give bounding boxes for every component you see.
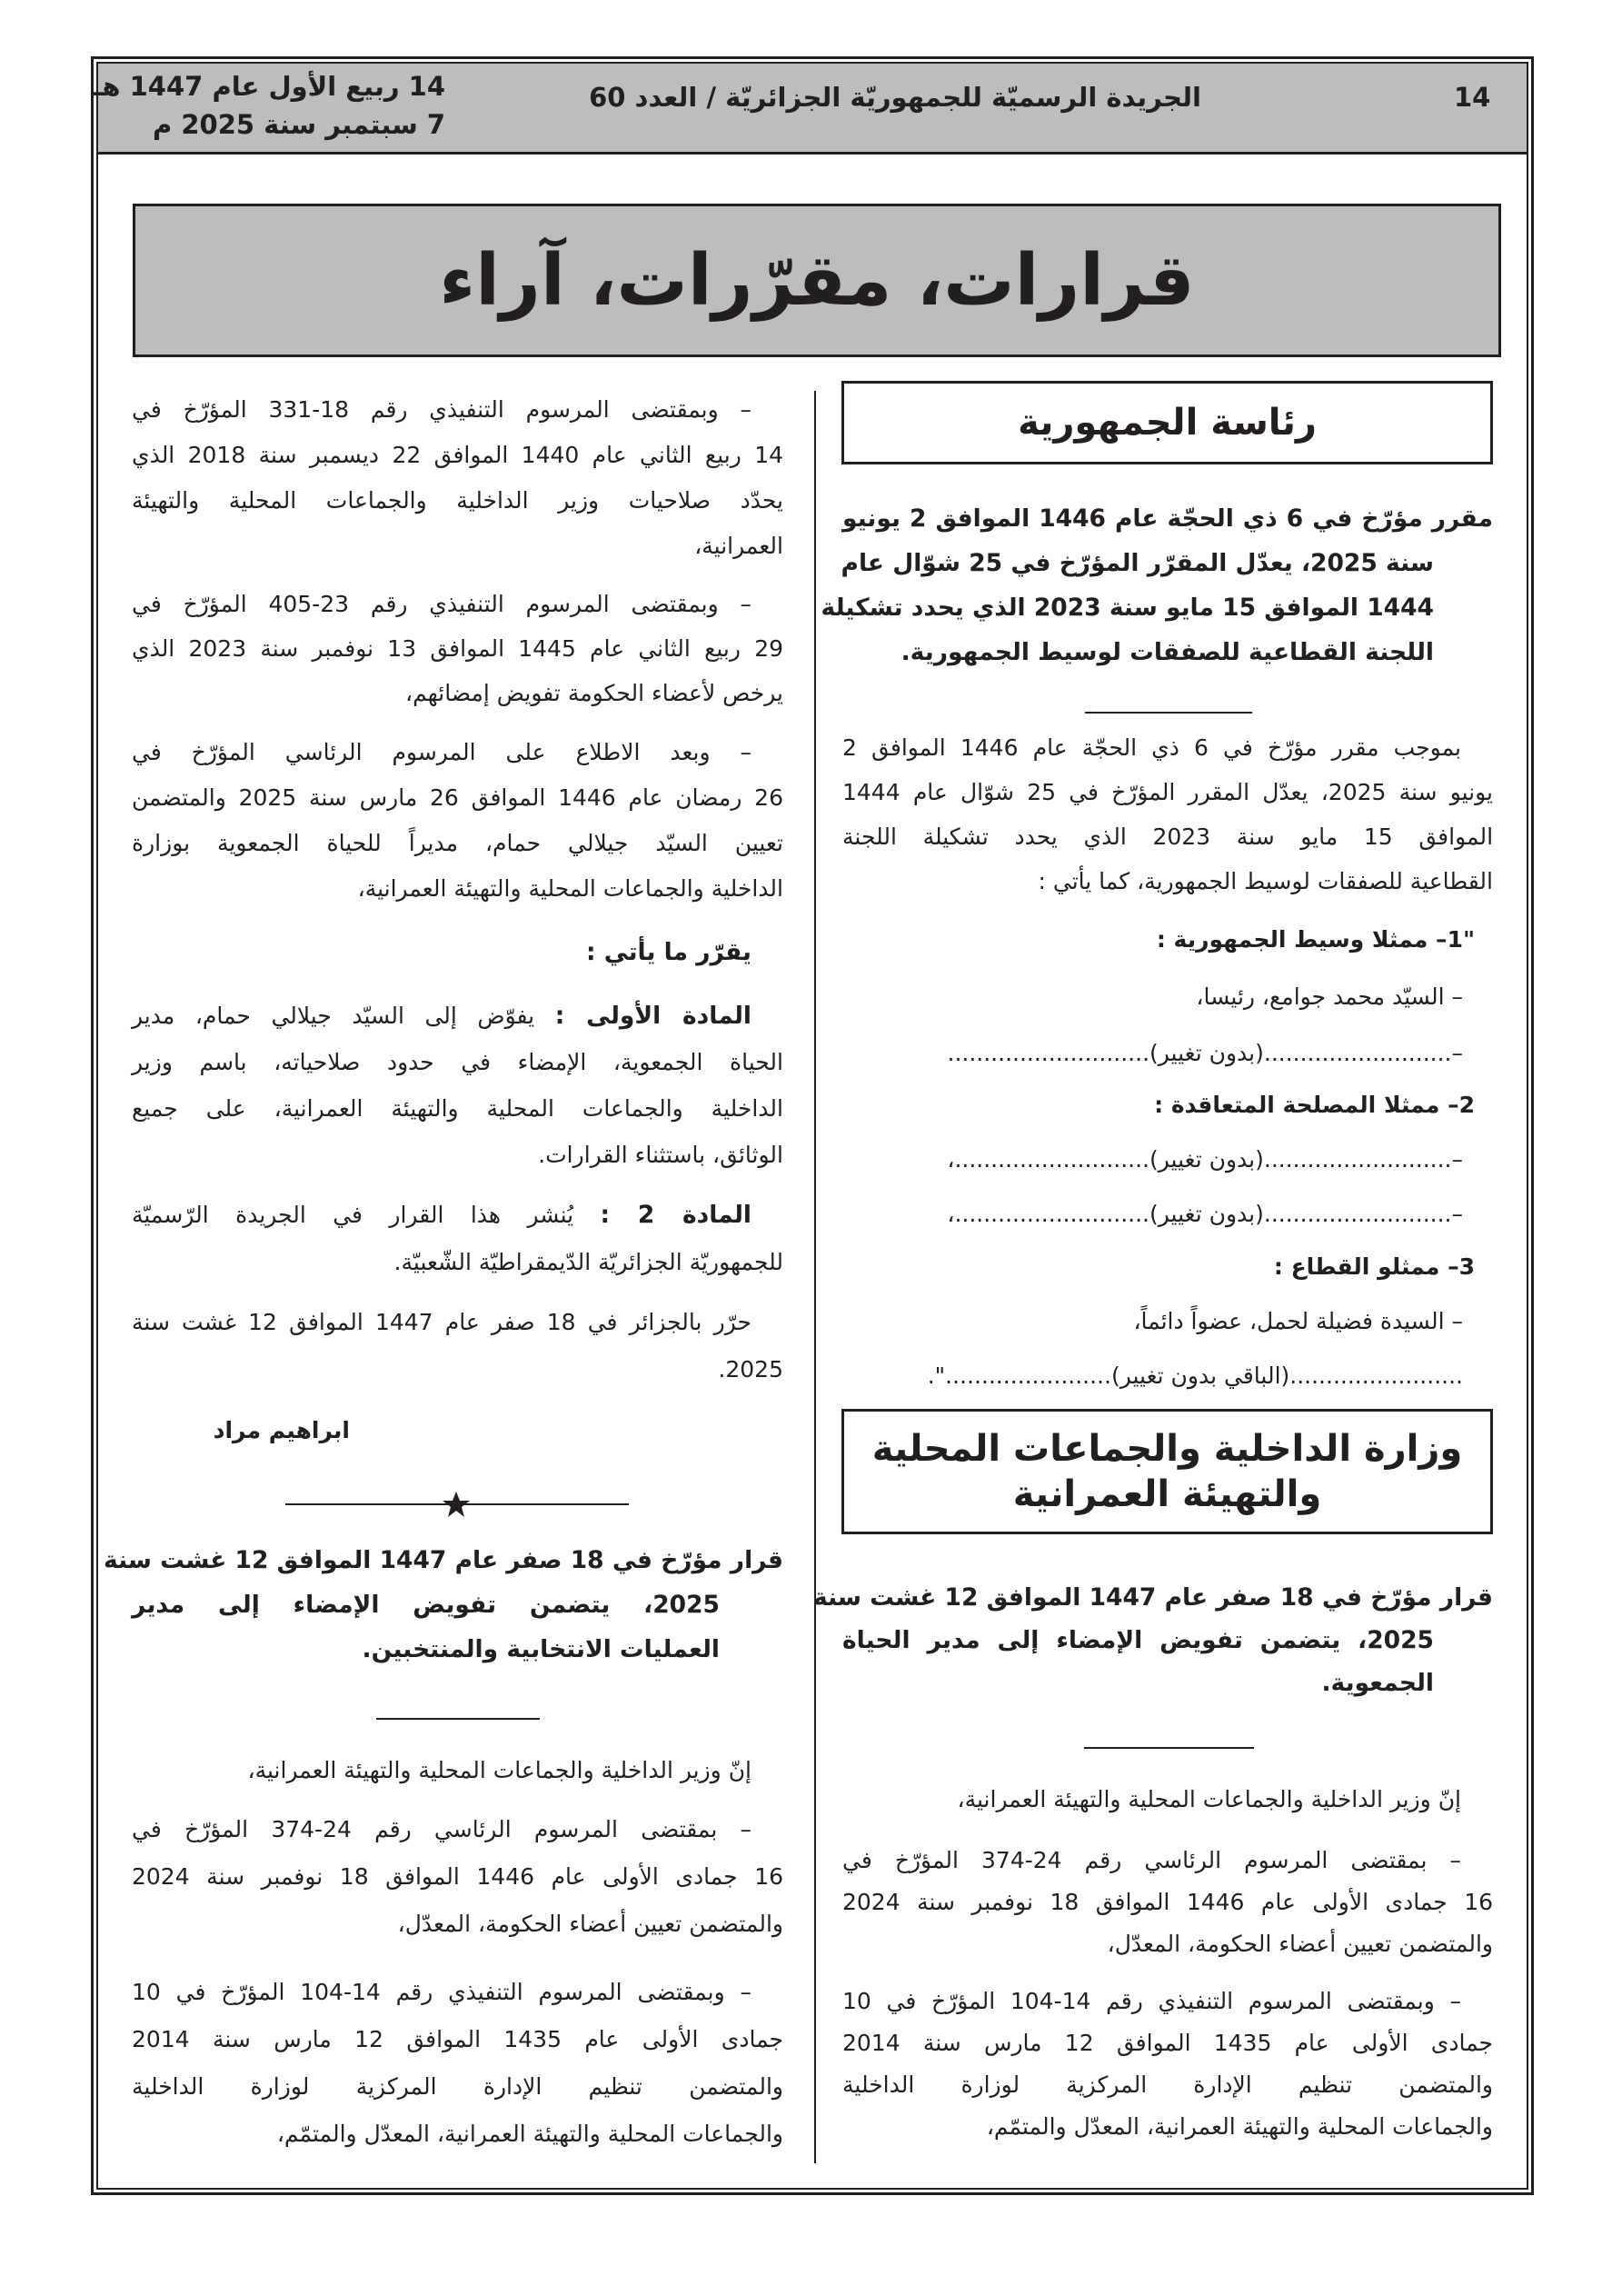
body-line: والمتضمن تنظيم الإدارة المركزية لوزارة الداخلية [842,2071,1493,2098]
publication-title: الجريدة الرسميّة للجمهوريّة الجزائريّة / العدد 60 [589,82,1201,113]
done-at [132,1299,783,1393]
ministry-box-presidency [841,381,1493,464]
page-number: 14 [1454,82,1491,113]
body-line: جمادى الأولى عام 1435 الموافق 12 مارس سنة 2014 [132,2026,783,2052]
body-line: للجمهوريّة الجزائريّة الدّيمقراطيّة الشّعبيّة. [393,1249,783,1275]
list-item: –..........................(بدون تغيير)...........................، [947,1146,1463,1173]
decides-heading [132,930,783,975]
body-line: والمتضمن تعيين أعضاء الحكومة، المعدّل، [1107,1931,1493,1957]
body-line: – وبمقتضى المرسوم التنفيذي رقم 18-331 المؤرّخ في [132,396,751,423]
article-text: يفوّض إلى السيّد جيلالي حمام، مدير [132,1003,535,1029]
separator-rule [376,1718,540,1720]
preamble [842,1777,1493,1822]
hijri-date: 14 ربيع الأول عام 1447 هـ [93,71,445,102]
article-2 [132,1192,783,1286]
preamble [132,1748,783,1793]
article-label: المادة 2 : [600,1201,751,1229]
list-item: – السيدة فضيلة لحمل، عضواً دائماً، [1133,1308,1463,1334]
section-title: قرارات، مقرّرات، آراء [439,239,1195,322]
ministry-heading-line: والتهيئة العمرانية [1012,1473,1322,1515]
heading-line: 2025، يتضمن تفويض الإمضاء إلى مدير الحياة [842,1626,1434,1654]
body-line: 2025. [718,1356,783,1383]
body-line: إنّ وزير الداخلية والجماعات المحلية والتهيئة العمرانية، [957,1786,1461,1812]
heading-line: مقرر مؤرّخ في 6 ذي الحجّة عام 1446 الموافق 2 يونيو [842,504,1493,533]
whereas-paragraph [132,730,783,912]
body-line: – بمقتضى المرسوم الرئاسي رقم 24-374 المؤرّخ في [132,1816,752,1842]
decision-body [842,725,1493,903]
body-line: – بمقتضى المرسوم الرئاسي رقم 24-374 المؤرّخ في [842,1847,1461,1873]
decides-text: يقرّر ما يأتي : [585,938,751,966]
column-divider [814,391,816,2163]
body-line: القطاعية للصفقات لوسيط الجمهورية، كما يأتي : [1038,868,1493,894]
ministry-box-interior [841,1409,1493,1534]
list-item: –..........................(بدون تغيير)............................ [947,1040,1463,1066]
article-text: يُنشر هذا القرار في الجريدة الرّسميّة [132,1202,574,1228]
body-line: العمرانية، [694,533,783,559]
body-line: يرخص لأعضاء الحكومة تفويض إمضائهم، [405,680,783,706]
body-line: والجماعات المحلية والتهيئة العمرانية، المعدّل والمتمّم، [276,2121,783,2147]
body-line: الداخلية والجماعات المحلية والتهيئة العمرانية، [357,875,783,902]
body-line: 14 ربيع الثاني عام 1440 الموافق 22 ديسمبر سنة 2018 الذي [132,442,783,468]
body-line: 29 ربيع الثاني عام 1445 الموافق 13 نوفمبر سنة 2023 الذي [132,635,783,662]
signature: ابراهيم مراد [213,1417,350,1443]
body-line: – وبعد الاطلاع على المرسوم الرئاسي المؤرّخ في [132,739,751,765]
body-line: 16 جمادى الأولى عام 1446 الموافق 18 نوفمبر سنة 2024 [842,1889,1493,1915]
body-line: يحدّد صلاحيات وزير الداخلية والجماعات المحلية والتهيئة [132,487,783,514]
body-line: والمتضمن تنظيم الإدارة المركزية لوزارة الداخلية [132,2073,783,2100]
star-icon [442,1490,471,1519]
ministry-heading-line: وزارة الداخلية والجماعات المحلية [871,1428,1463,1470]
article-1 [132,993,783,1178]
body-line: – وبمقتضى المرسوم التنفيذي رقم 23-405 المؤرّخ في [132,591,751,617]
whereas-paragraph [132,1806,783,1948]
decision-heading [813,1576,1493,1704]
list-heading: 3– ممثلو القطاع : [1273,1253,1475,1280]
list-item: – السيّد محمد جوامع، رئيسا، [1196,983,1463,1010]
heading-line: 2025، يتضمن تفويض الإمضاء إلى مدير [132,1591,720,1619]
body-line: 16 جمادى الأولى عام 1446 الموافق 18 نوفمبر سنة 2024 [132,1863,783,1890]
decision-heading [104,1538,783,1672]
whereas-paragraph [132,1969,783,2158]
body-line: الوثائق، باستثناء القرارات. [538,1142,783,1168]
list-item: –..........................(بدون تغيير)...........................، [947,1201,1463,1227]
whereas-paragraph [842,1981,1493,2148]
section-title-box [133,204,1501,357]
article-label: المادة الأولى : [554,1002,752,1030]
whereas-paragraph [132,387,783,569]
body-line: – وبمقتضى المرسوم التنفيذي رقم 14-104 المؤرّخ في 10 [132,1979,751,2005]
heading-line: 1444 الموافق 15 مايو سنة 2023 الذي يحدد تشكيلة [821,594,1434,622]
separator-rule [1084,1747,1254,1749]
heading-line: العمليات الانتخابية والمنتخبين. [362,1635,720,1663]
body-line: والمتضمن تعيين أعضاء الحكومة، المعدّل، [397,1911,783,1937]
body-line: – وبمقتضى المرسوم التنفيذي رقم 14-104 المؤرّخ في 10 [842,1988,1461,2014]
separator-rule [1085,712,1252,714]
body-line: والجماعات المحلية والتهيئة العمرانية، المعدّل والمتمّم، [986,2113,1493,2140]
body-line: الموافق 15 مايو سنة 2023 الذي يحدد تشكيلة اللجنة [842,824,1494,850]
whereas-paragraph [842,1840,1493,1965]
body-line: تعيين السيّد جيلالي حمام، مديراً للحياة الجمعوية بوزارة [132,830,783,856]
body-line: الحياة الجمعوية، الإمضاء في حدود صلاحياته، باسم وزير [132,1049,783,1075]
heading-line: قرار مؤرّخ في 18 صفر عام 1447 الموافق 12 غشت سنة [813,1583,1493,1612]
list-heading: 2– ممثلا المصلحة المتعاقدة : [1154,1092,1475,1118]
heading-line: قرار مؤرّخ في 18 صفر عام 1447 الموافق 12 غشت سنة [104,1546,783,1574]
heading-line: اللجنة القطاعية للصفقات لوسيط الجمهورية. [901,638,1434,666]
body-line: إنّ وزير الداخلية والجماعات المحلية والتهيئة العمرانية، [247,1757,751,1783]
decision-heading [821,496,1493,674]
gregorian-date: 7 سبتمبر سنة 2025 م [152,109,445,140]
heading-line: سنة 2025، يعدّل المقرّر المؤرّخ في 25 شوّال عام [841,549,1434,577]
ministry-heading: رئاسة الجمهورية [1018,402,1317,444]
body-line: جمادى الأولى عام 1435 الموافق 12 مارس سنة 2014 [842,2030,1493,2056]
whereas-paragraph [132,582,783,715]
list-item: ........................(الباقي بدون تغيير).......................". [927,1363,1463,1389]
list-heading: "1– ممثلا وسيط الجمهورية : [1156,926,1475,953]
body-line: 26 رمضان عام 1446 الموافق 26 مارس سنة 2025 والمتضمن [132,784,783,811]
heading-line: الجمعوية. [1321,1669,1434,1697]
body-line: حرّر بالجزائر في 18 صفر عام 1447 الموافق 12 غشت سنة [132,1309,751,1335]
body-line: الداخلية والجماعات المحلية والتهيئة العمرانية، على جميع [132,1095,783,1122]
body-line: يونيو سنة 2025، يعدّل المقرر المؤرّخ في 25 شوّال عام 1444 [842,779,1493,805]
body-line: بموجب مقرر مؤرّخ في 6 ذي الحجّة عام 1446 الموافق 2 [842,734,1461,761]
